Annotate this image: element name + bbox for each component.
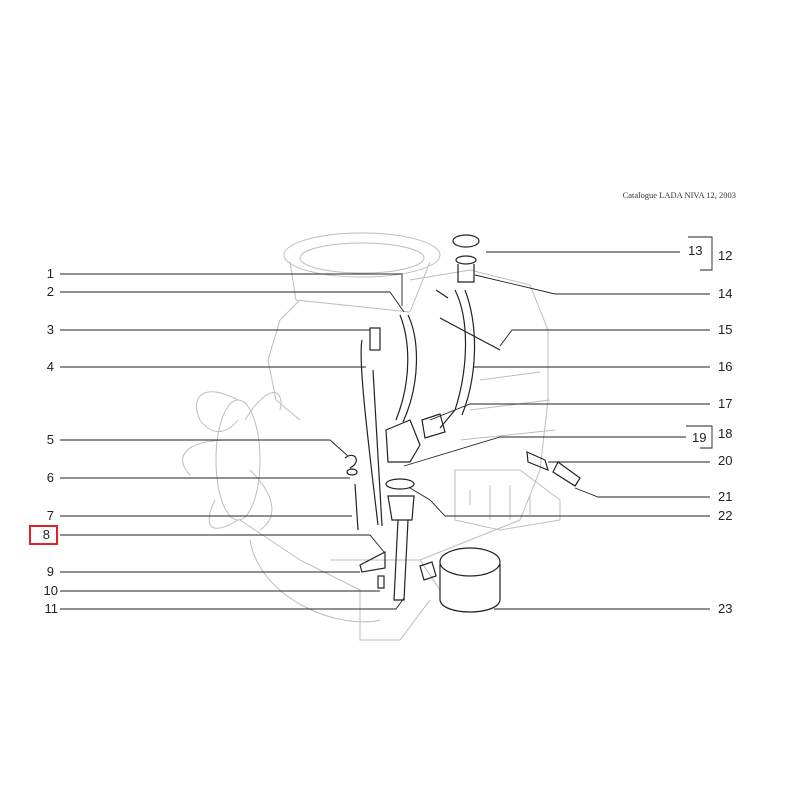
leader-lines xyxy=(60,237,712,609)
callout-20[interactable]: 20 xyxy=(718,453,733,468)
catalogue-header: Catalogue LADA NIVA 12, 2003 xyxy=(622,190,736,200)
callout-2[interactable]: 2 xyxy=(46,284,54,299)
callout-10[interactable]: 10 xyxy=(43,583,58,598)
callout-13[interactable]: 13 xyxy=(688,243,703,258)
callout-8[interactable]: 8 xyxy=(42,527,50,542)
callout-3[interactable]: 3 xyxy=(46,322,54,337)
callout-17[interactable]: 17 xyxy=(718,396,733,411)
callout-9[interactable]: 9 xyxy=(46,564,54,579)
callout-12[interactable]: 12 xyxy=(718,248,733,263)
callout-23[interactable]: 23 xyxy=(718,601,733,616)
callout-7[interactable]: 7 xyxy=(46,508,54,523)
engine-ghost-outline xyxy=(240,233,560,640)
callout-8-highlight xyxy=(29,525,58,545)
callout-1[interactable]: 1 xyxy=(46,266,54,281)
callout-5[interactable]: 5 xyxy=(46,432,54,447)
fan-ghost xyxy=(183,392,281,530)
callout-14[interactable]: 14 xyxy=(718,286,733,301)
callout-18[interactable]: 18 xyxy=(718,426,733,441)
callout-15[interactable]: 15 xyxy=(718,322,733,337)
callout-16[interactable]: 16 xyxy=(718,359,733,374)
callout-19[interactable]: 19 xyxy=(692,430,707,445)
callout-4[interactable]: 4 xyxy=(46,359,54,374)
callout-6[interactable]: 6 xyxy=(46,470,54,485)
callout-22[interactable]: 22 xyxy=(718,508,733,523)
callout-21[interactable]: 21 xyxy=(718,489,733,504)
callout-11[interactable]: 11 xyxy=(44,601,58,616)
